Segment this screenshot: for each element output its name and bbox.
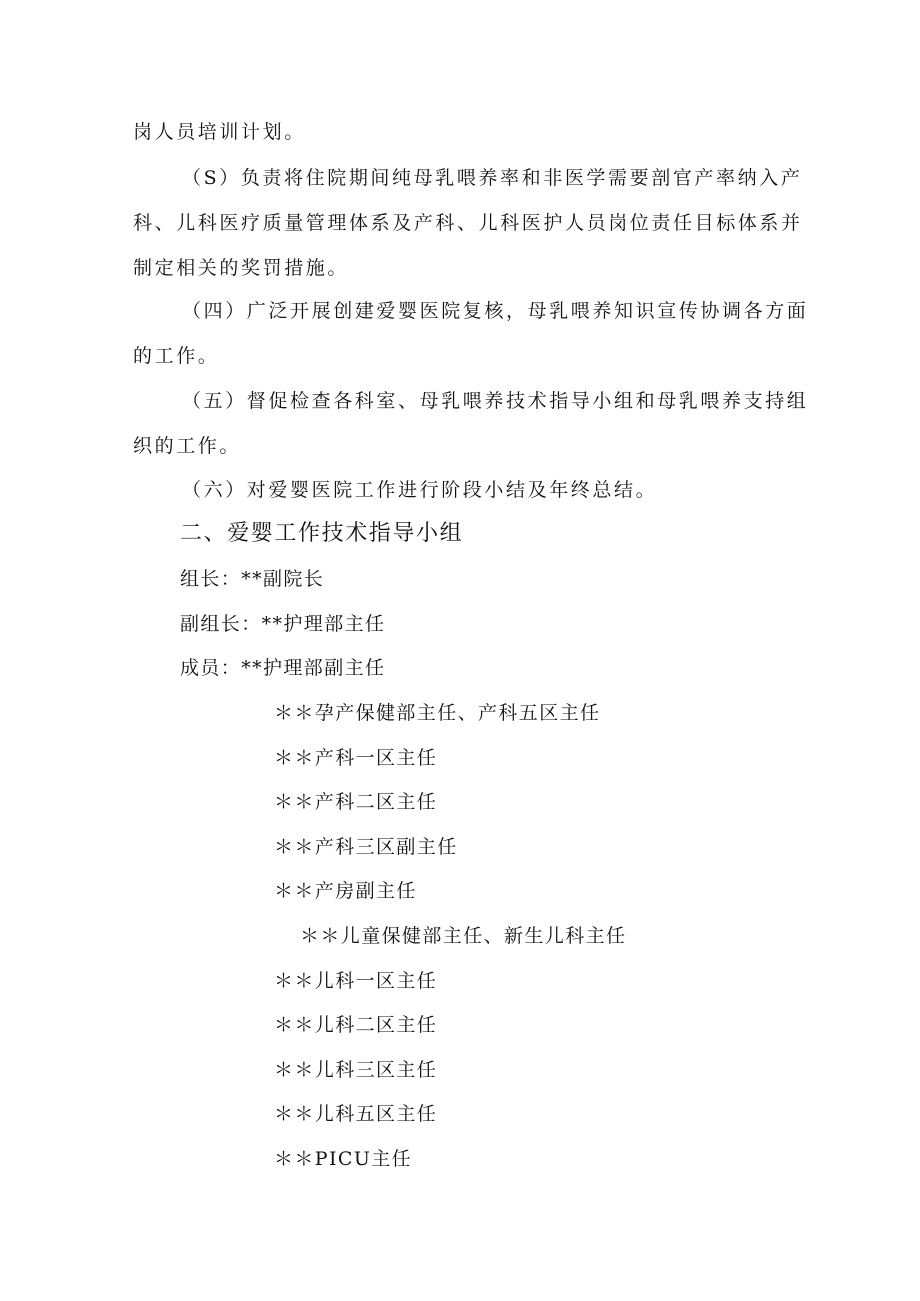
paragraph-line: （五）督促检查各科室、母乳喂养技术指导小组和母乳喂养支持组: [182, 390, 809, 412]
paragraph-line: （S）负责将住院期间纯母乳喂养率和非医学需要剖官产率纳入产: [182, 167, 803, 189]
paragraph-line: 织的工作。: [133, 435, 242, 457]
member-line: ＊＊PICU主任: [274, 1148, 413, 1170]
paragraph-line: （六）对爱婴医院工作进行阶段小结及年终总结。: [182, 479, 658, 501]
member-line: ＊＊儿科五区主任: [274, 1103, 438, 1125]
member-line: ＊＊产科二区主任: [274, 791, 438, 813]
paragraph-line: 制定相关的奖罚措施。: [133, 257, 350, 279]
members-label-line: 成员：**护理部副主任: [180, 657, 386, 679]
paragraph-line: 科、儿科医疗质量管理体系及产科、儿科医护人员岗位责任目标体系并: [133, 212, 803, 234]
member-line: ＊＊儿科一区主任: [274, 970, 438, 992]
deputy-leader-line: 副组长：**护理部主任: [180, 613, 386, 635]
member-line: ＊＊产房副主任: [274, 880, 417, 902]
member-line: ＊＊孕产保健部主任、产科五区主任: [274, 702, 601, 724]
member-line: ＊＊儿科三区主任: [274, 1059, 438, 1081]
member-line: ＊＊产科一区主任: [274, 747, 438, 769]
member-line: ＊＊儿科二区主任: [274, 1014, 438, 1036]
member-line: ＊＊产科三区副主任: [274, 836, 458, 858]
section-heading: 二、爱婴工作技术指导小组: [180, 521, 464, 546]
paragraph-line: 的工作。: [133, 345, 220, 367]
paragraph-line: （四）广泛开展创建爱婴医院复核，母乳喂养知识宣传协调各方面: [182, 300, 809, 322]
leader-line: 组长：**副院长: [180, 568, 325, 590]
member-line: ＊＊儿童保健部主任、新生儿科主任: [300, 925, 627, 947]
paragraph-line: 岗人员培训计划。: [133, 121, 306, 143]
